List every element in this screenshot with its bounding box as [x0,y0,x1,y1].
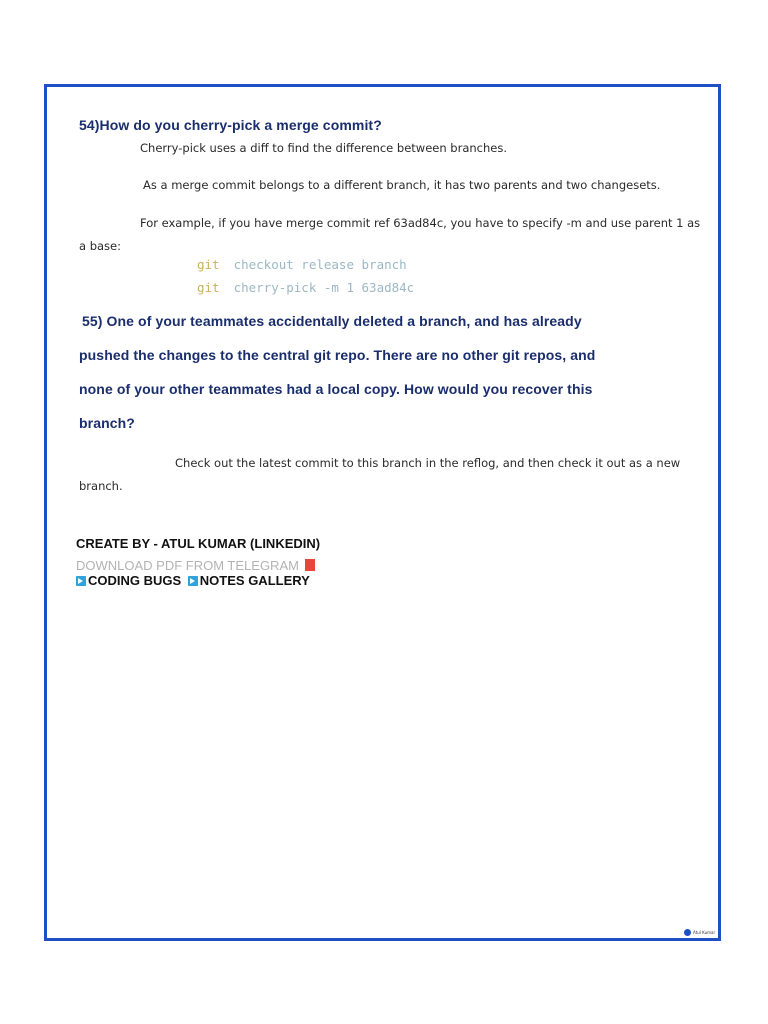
telegram-download-note [76,558,315,573]
code-line-1 [197,257,407,272]
telegram-links [76,573,310,588]
q55-answer: Check out the latest commit to this branch in the reflog, and then check it out as a new [175,456,681,470]
code-command: git [197,257,220,272]
notes-gallery-link[interactable]: NOTES GALLERY [199,573,310,588]
question-54-heading: 54)How do you cherry-pick a merge commit? [79,117,382,133]
q54-paragraph-2: As a merge commit belongs to a different branch, it has two parents and two changesets. [143,178,661,192]
question-55-heading-line-2: pushed the changes to the central git repo. There are no other git repos, and [79,347,596,363]
question-55-heading-line-4: branch? [79,415,135,431]
q54-paragraph-3-cont: a base: [79,239,121,253]
author-credit: CREATE BY - ATUL KUMAR (LINKEDIN) [76,536,321,551]
page-border [44,84,721,941]
logo-text: Atul Kumar [693,930,716,935]
code-line-2 [197,280,414,295]
telegram-icon [76,576,86,586]
telegram-icon [188,576,198,586]
coding-bugs-link[interactable]: CODING BUGS [88,573,182,588]
question-55-heading-line-3: none of your other teammates had a local copy. How would you recover this [79,381,593,397]
code-args: cherry-pick -m 1 63ad84c [233,280,415,295]
author-logo [684,929,715,936]
question-55-heading-line-1: 55) One of your teammates accidentally deleted a branch, and has already [82,313,582,329]
q54-paragraph-3: For example, if you have merge commit ref 63ad84c, you have to specify -m and use parent 1 as [140,216,701,230]
logo-icon [684,929,691,936]
q55-answer-cont: branch. [79,479,123,493]
code-args: checkout release branch [233,257,407,272]
red-square-icon [305,559,315,571]
download-text: DOWNLOAD PDF FROM TELEGRAM [76,558,299,573]
code-command: git [197,280,220,295]
q54-paragraph-1: Cherry-pick uses a diff to find the difference between branches. [140,141,507,155]
